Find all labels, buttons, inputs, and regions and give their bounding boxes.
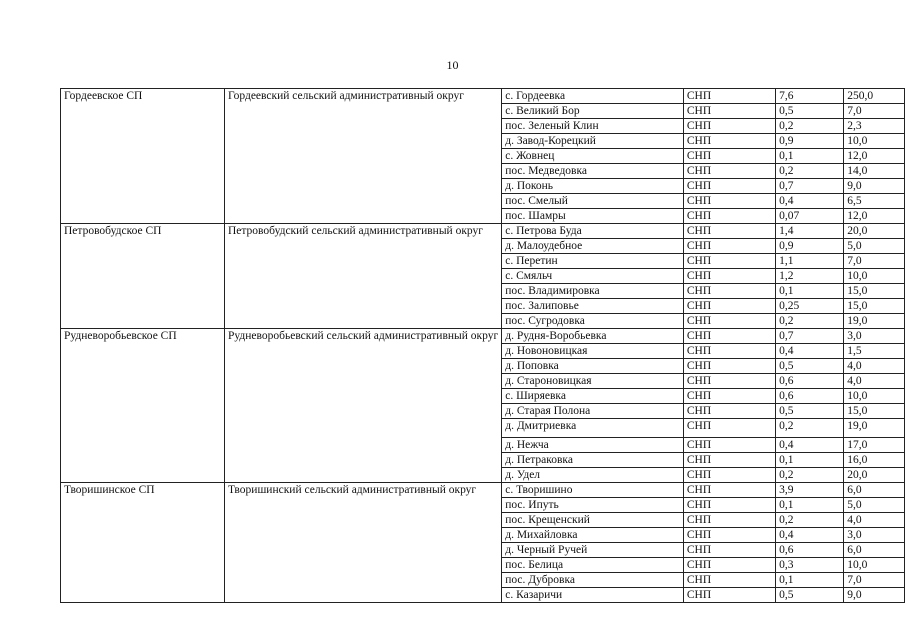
district-cell: Гордеевский сельский административный округ — [224, 89, 501, 224]
settlement-name-cell: с. Петрова Буда — [502, 224, 684, 239]
distance-cell: 0,6 — [776, 389, 844, 404]
settlement-name-cell: пос. Владимировка — [502, 284, 684, 299]
distance-cell: 7,6 — [776, 89, 844, 104]
settlement-type-cell: СНП — [683, 119, 775, 134]
value-cell: 3,0 — [844, 329, 905, 344]
distance-cell: 0,3 — [776, 558, 844, 573]
settlement-name-cell: пос. Крещенский — [502, 513, 684, 528]
settlement-type-cell: СНП — [683, 404, 775, 419]
settlement-type-cell: СНП — [683, 483, 775, 498]
settlement-name-cell: пос. Белица — [502, 558, 684, 573]
settlement-name-cell: д. Нежча — [502, 438, 684, 453]
settlement-type-cell: СНП — [683, 588, 775, 603]
settlement-name-cell: пос. Залиповье — [502, 299, 684, 314]
distance-cell: 0,5 — [776, 588, 844, 603]
settlement-name-cell: д. Завод-Корецкий — [502, 134, 684, 149]
distance-cell: 0,9 — [776, 239, 844, 254]
settlement-name-cell: д. Черный Ручей — [502, 543, 684, 558]
distance-cell: 1,2 — [776, 269, 844, 284]
distance-cell: 0,1 — [776, 573, 844, 588]
settlement-type-cell: СНП — [683, 438, 775, 453]
settlement-name-cell: д. Староновицкая — [502, 374, 684, 389]
distance-cell: 0,25 — [776, 299, 844, 314]
value-cell: 7,0 — [844, 573, 905, 588]
distance-cell: 0,5 — [776, 359, 844, 374]
distance-cell: 0,2 — [776, 164, 844, 179]
settlement-type-cell: СНП — [683, 254, 775, 269]
value-cell: 16,0 — [844, 453, 905, 468]
value-cell: 5,0 — [844, 239, 905, 254]
value-cell: 19,0 — [844, 314, 905, 329]
distance-cell: 0,6 — [776, 543, 844, 558]
settlement-name-cell: д. Малоудебное — [502, 239, 684, 254]
settlement-type-cell: СНП — [683, 329, 775, 344]
value-cell: 14,0 — [844, 164, 905, 179]
value-cell: 15,0 — [844, 299, 905, 314]
settlement-type-cell: СНП — [683, 164, 775, 179]
settlement-type-cell: СНП — [683, 269, 775, 284]
settlement-name-cell: д. Михайловка — [502, 528, 684, 543]
value-cell: 19,0 — [844, 419, 905, 438]
settlement-type-cell: СНП — [683, 513, 775, 528]
distance-cell: 1,1 — [776, 254, 844, 269]
settlement-type-cell: СНП — [683, 239, 775, 254]
value-cell: 4,0 — [844, 359, 905, 374]
settlement-name-cell: пос. Зеленый Клин — [502, 119, 684, 134]
settlement-name-cell: д. Петраковка — [502, 453, 684, 468]
distance-cell: 0,5 — [776, 404, 844, 419]
municipality-cell: Петровобудское СП — [61, 224, 225, 329]
distance-cell: 0,9 — [776, 134, 844, 149]
settlement-name-cell: с. Творишино — [502, 483, 684, 498]
settlement-name-cell: с. Великий Бор — [502, 104, 684, 119]
distance-cell: 0,6 — [776, 374, 844, 389]
distance-cell: 3,9 — [776, 483, 844, 498]
municipality-cell: Гордеевское СП — [61, 89, 225, 224]
distance-cell: 0,2 — [776, 314, 844, 329]
distance-cell: 0,2 — [776, 119, 844, 134]
distance-cell: 0,4 — [776, 344, 844, 359]
settlement-name-cell: д. Поконь — [502, 179, 684, 194]
value-cell: 10,0 — [844, 558, 905, 573]
value-cell: 250,0 — [844, 89, 905, 104]
settlement-type-cell: СНП — [683, 194, 775, 209]
settlement-name-cell: с. Казаричи — [502, 588, 684, 603]
settlement-name-cell: с. Ширяевка — [502, 389, 684, 404]
value-cell: 12,0 — [844, 209, 905, 224]
settlement-type-cell: СНП — [683, 528, 775, 543]
settlement-name-cell: пос. Ипуть — [502, 498, 684, 513]
settlement-type-cell: СНП — [683, 344, 775, 359]
value-cell: 5,0 — [844, 498, 905, 513]
value-cell: 15,0 — [844, 284, 905, 299]
value-cell: 6,0 — [844, 483, 905, 498]
district-cell: Творишинский сельский административный округ — [224, 483, 501, 603]
municipality-cell: Рудневоробьевское СП — [61, 329, 225, 483]
settlement-type-cell: СНП — [683, 284, 775, 299]
value-cell: 10,0 — [844, 134, 905, 149]
value-cell: 17,0 — [844, 438, 905, 453]
settlement-type-cell: СНП — [683, 453, 775, 468]
settlement-type-cell: СНП — [683, 374, 775, 389]
settlement-type-cell: СНП — [683, 134, 775, 149]
distance-cell: 0,1 — [776, 498, 844, 513]
settlement-type-cell: СНП — [683, 573, 775, 588]
settlement-name-cell: д. Старая Полона — [502, 404, 684, 419]
settlement-name-cell: с. Смяльч — [502, 269, 684, 284]
distance-cell: 0,4 — [776, 438, 844, 453]
settlement-type-cell: СНП — [683, 209, 775, 224]
settlement-name-cell: пос. Дубровка — [502, 573, 684, 588]
page-number: 10 — [446, 58, 459, 72]
distance-cell: 0,7 — [776, 179, 844, 194]
settlement-name-cell: д. Дмитриевка — [502, 419, 684, 438]
settlement-name-cell: с. Жовнец — [502, 149, 684, 164]
settlement-type-cell: СНП — [683, 149, 775, 164]
settlement-name-cell: пос. Сугродовка — [502, 314, 684, 329]
settlement-type-cell: СНП — [683, 314, 775, 329]
distance-cell: 0,2 — [776, 513, 844, 528]
settlement-type-cell: СНП — [683, 389, 775, 404]
settlement-type-cell: СНП — [683, 179, 775, 194]
settlement-type-cell: СНП — [683, 224, 775, 239]
distance-cell: 0,4 — [776, 194, 844, 209]
distance-cell: 0,2 — [776, 468, 844, 483]
settlement-name-cell: с. Перетин — [502, 254, 684, 269]
settlement-type-cell: СНП — [683, 104, 775, 119]
settlement-name-cell: д. Поповка — [502, 359, 684, 374]
settlement-name-cell: д. Новоновицкая — [502, 344, 684, 359]
table-row — [61, 483, 905, 498]
value-cell: 15,0 — [844, 404, 905, 419]
value-cell: 6,5 — [844, 194, 905, 209]
settlement-type-cell: СНП — [683, 543, 775, 558]
settlement-name-cell: пос. Смелый — [502, 194, 684, 209]
value-cell: 4,0 — [844, 374, 905, 389]
settlement-name-cell: пос. Шамры — [502, 209, 684, 224]
value-cell: 7,0 — [844, 104, 905, 119]
distance-cell: 0,7 — [776, 329, 844, 344]
distance-cell: 0,1 — [776, 453, 844, 468]
district-cell: Петровобудский сельский административный округ — [224, 224, 501, 329]
value-cell: 9,0 — [844, 588, 905, 603]
settlements-table — [60, 88, 905, 603]
distance-cell: 0,1 — [776, 284, 844, 299]
distance-cell: 0,2 — [776, 419, 844, 438]
value-cell: 9,0 — [844, 179, 905, 194]
settlement-type-cell: СНП — [683, 359, 775, 374]
value-cell: 1,5 — [844, 344, 905, 359]
settlement-name-cell: д. Удел — [502, 468, 684, 483]
value-cell: 6,0 — [844, 543, 905, 558]
value-cell: 20,0 — [844, 468, 905, 483]
value-cell: 12,0 — [844, 149, 905, 164]
distance-cell: 0,5 — [776, 104, 844, 119]
value-cell: 7,0 — [844, 254, 905, 269]
settlement-name-cell: с. Гордеевка — [502, 89, 684, 104]
municipality-cell: Творишинское СП — [61, 483, 225, 603]
distance-cell: 0,1 — [776, 149, 844, 164]
distance-cell: 0,4 — [776, 528, 844, 543]
settlement-name-cell: д. Рудня-Воробьевка — [502, 329, 684, 344]
value-cell: 3,0 — [844, 528, 905, 543]
table-row — [61, 224, 905, 239]
value-cell: 20,0 — [844, 224, 905, 239]
settlement-type-cell: СНП — [683, 419, 775, 438]
value-cell: 4,0 — [844, 513, 905, 528]
settlement-type-cell: СНП — [683, 299, 775, 314]
value-cell: 2,3 — [844, 119, 905, 134]
settlement-type-cell: СНП — [683, 498, 775, 513]
settlement-type-cell: СНП — [683, 558, 775, 573]
table-row — [61, 89, 905, 104]
distance-cell: 1,4 — [776, 224, 844, 239]
settlement-name-cell: пос. Медведовка — [502, 164, 684, 179]
settlement-type-cell: СНП — [683, 89, 775, 104]
district-cell: Рудневоробьевский сельский административный округ — [224, 329, 501, 483]
table-row — [61, 329, 905, 344]
value-cell: 10,0 — [844, 389, 905, 404]
value-cell: 10,0 — [844, 269, 905, 284]
distance-cell: 0,07 — [776, 209, 844, 224]
settlement-type-cell: СНП — [683, 468, 775, 483]
